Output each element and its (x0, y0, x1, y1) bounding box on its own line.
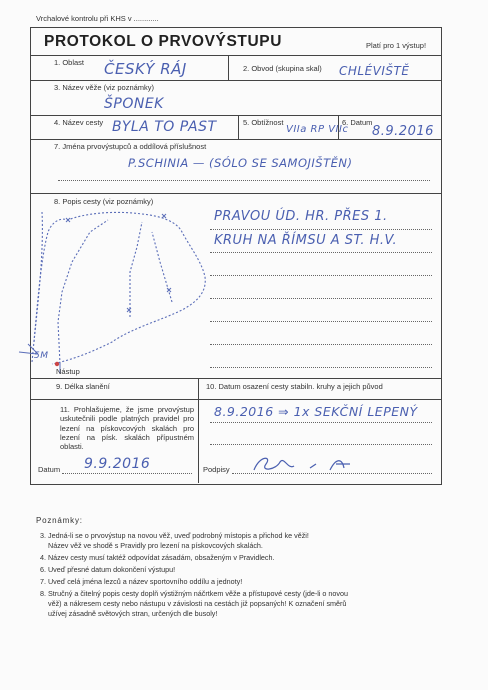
route-description-line2: KRUH NA ŘÍMSU A ST. H.V. (214, 233, 398, 248)
climbers-value: P.SCHINIA — (SÓLO SE SAMOJIŠTĚN) (128, 156, 353, 170)
signature-label: Podpisy (203, 465, 230, 474)
note-item: věž) a nákresem cesty nebo nástupu v závislosti na cestách již popsaných! K označení směrů (48, 599, 347, 608)
note-item: 4. Název cesty musí taktéž odpovídat zásadám, obsaženým v Pravidlech. (40, 553, 275, 562)
route-label: 4. Název cesty (54, 118, 104, 127)
note-item: 8. Stručný a čitelný popis cesty doplň výstižným náčrtkem věže a přístupové cesty (jde-li o novou (40, 589, 349, 598)
tower-label: 3. Název věže (viz poznámky) (54, 83, 155, 92)
validity-note: Platí pro 1 výstup! (366, 41, 427, 50)
date-field-label: 6. Datum (342, 118, 373, 127)
note-item: 3. Jedná-li se o prvovýstup na novou věž, uveď podrobný místopis a přichod ke věži! (40, 531, 309, 540)
page-title: PROTOKOL O PRVOVÝSTUPU (44, 33, 282, 50)
route-value: BYLA TO PAST (112, 119, 217, 135)
area-label: 1. Oblast (54, 58, 85, 67)
header-note: Vrchalové kontrolu při KHS v ............ (36, 14, 159, 23)
date-field-value: 8.9.2016 (372, 124, 434, 139)
date-label: Datum (38, 465, 61, 474)
notes-list (40, 531, 440, 619)
anchors-label: 10. Datum osazení cesty stabiln. kruhy a jejich původ (206, 382, 383, 391)
area-value: ČESKÝ RÁJ (104, 60, 187, 78)
declaration-text: 11. Prohlašujeme, že jsme prvovýstup uskutečnili podle platných pravidel pro lezení na pískovcových skalách pro lezení na písk. skalách přípustném oblasti. (60, 405, 194, 452)
route-description-label: 8. Popis cesty (viz poznámky) (54, 197, 154, 206)
anchors-value: 8.9.2016 ⇒ 1x SEKČNÍ LEPENÝ (214, 404, 418, 419)
climbers-label: 7. Jména prvovýstupců a oddílová příslušnost (54, 142, 207, 151)
note-item: 6. Uveď přesné datum dokončení výstupu! (40, 565, 176, 574)
sketch-height-label: 5M (34, 351, 49, 361)
note-item: 7. Uveď celá jména lezců a název sportovního oddílu a jednoty! (40, 577, 243, 586)
date-value: 9.9.2016 (84, 456, 151, 472)
grade-label: 5. Obtížnost (243, 118, 284, 127)
notes-heading: Poznámky: (36, 516, 83, 525)
signature-mark (250, 450, 360, 478)
note-item: užívej zásadně světových stran, určených dle busoly! (48, 609, 218, 618)
grade-value: VIIa RP VIIc (286, 124, 349, 135)
route-description-line1: PRAVOU ÚD. HR. PŘES 1. (214, 209, 388, 224)
tower-value: ŠPONEK (104, 96, 164, 112)
sketch-start-label: Nástup (56, 367, 80, 376)
rappel-length-label: 9. Délka slanění (56, 382, 110, 391)
district-label: 2. Obvod (skupina skal) (243, 64, 322, 73)
district-value: CHLÉVIŠTĚ (339, 64, 410, 78)
note-item: Název věž ve shodě s Pravidly pro lezení na pískovcových skalách. (48, 541, 263, 550)
